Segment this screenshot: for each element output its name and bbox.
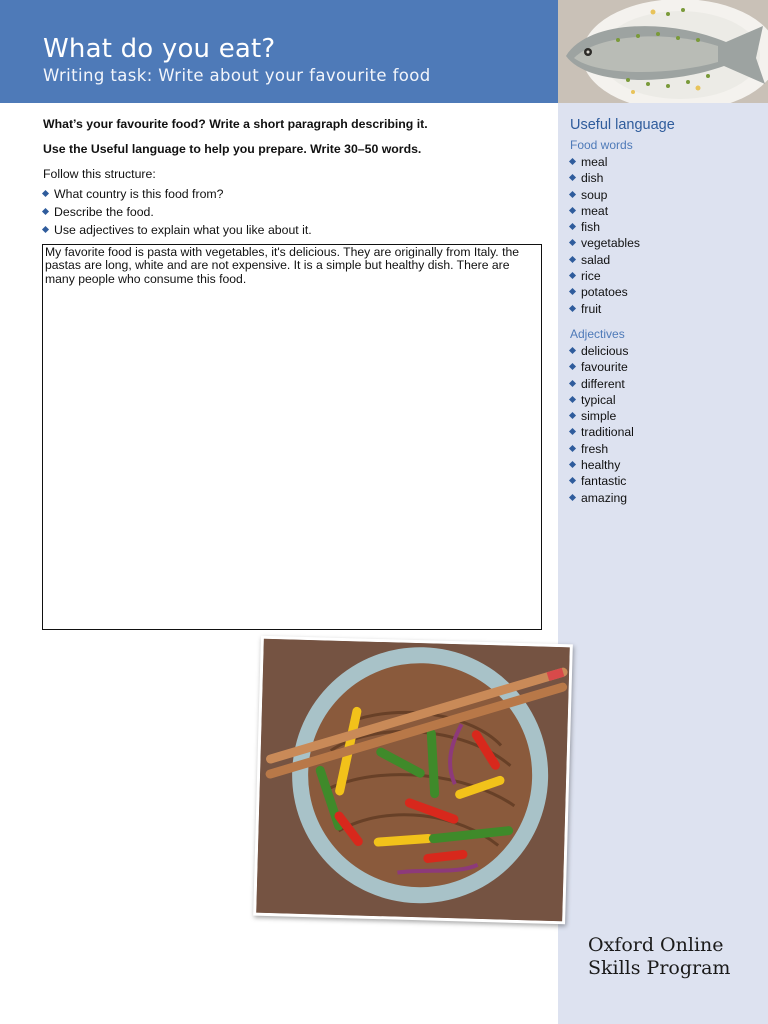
word-label: healthy — [581, 458, 621, 473]
word-label: fantastic — [581, 474, 627, 489]
diamond-bullet-icon — [569, 363, 576, 370]
diamond-bullet-icon — [569, 380, 576, 387]
diamond-bullet-icon — [569, 239, 576, 246]
word-label: amazing — [581, 490, 628, 505]
diamond-bullet-icon — [569, 305, 576, 312]
structure-intro: Follow this structure: — [43, 167, 156, 181]
useful-language-panel — [558, 103, 768, 1024]
diamond-bullet-icon — [569, 207, 576, 214]
oxford-brand-logo — [588, 934, 730, 980]
diamond-bullet-icon — [569, 412, 576, 419]
diamond-bullet-icon — [569, 191, 576, 198]
word-label: meat — [581, 203, 609, 218]
list-item — [570, 392, 634, 408]
instruction-word-count: Use the Useful language to help you prepare. Write 30–50 words. — [43, 142, 422, 156]
list-item — [570, 203, 640, 219]
diamond-bullet-icon — [42, 190, 49, 197]
page-title: What do you eat? — [43, 34, 276, 64]
structure-step — [43, 203, 543, 221]
task-instructions — [43, 117, 543, 239]
brand-line-1: Oxford Online — [588, 934, 724, 956]
list-item — [570, 170, 640, 186]
food-words-list — [570, 154, 640, 317]
diamond-bullet-icon — [569, 396, 576, 403]
diamond-bullet-icon — [569, 347, 576, 354]
word-label: soup — [581, 187, 608, 202]
word-label: dish — [581, 171, 604, 186]
step-label: Use adjectives to explain what you like about it. — [54, 223, 312, 237]
adjectives-list — [570, 343, 634, 506]
diamond-bullet-icon — [569, 288, 576, 295]
word-label: traditional — [581, 425, 634, 440]
list-item — [570, 457, 634, 473]
list-item — [570, 235, 640, 251]
list-item — [570, 154, 640, 170]
diamond-bullet-icon — [569, 158, 576, 165]
adjectives-group — [570, 327, 634, 506]
word-label: meal — [581, 155, 608, 169]
diamond-bullet-icon — [569, 223, 576, 230]
diamond-bullet-icon — [569, 256, 576, 263]
page-header — [0, 0, 558, 103]
brand-line-2: Skills Program — [588, 957, 731, 979]
structure-step — [43, 185, 543, 203]
list-item — [570, 343, 634, 359]
list-item — [570, 376, 634, 392]
fish-photo — [558, 0, 768, 103]
instruction-favourite-food: What’s your favourite food? Write a short paragraph describing it. — [43, 117, 428, 131]
diamond-bullet-icon — [569, 445, 576, 452]
diamond-bullet-icon — [569, 272, 576, 279]
word-label: fruit — [581, 301, 602, 316]
diamond-bullet-icon — [42, 226, 49, 233]
useful-language-title: Useful language — [570, 117, 675, 133]
word-label: simple — [581, 409, 617, 424]
structure-steps — [43, 185, 543, 239]
word-label: fish — [581, 220, 600, 235]
diamond-bullet-icon — [569, 428, 576, 435]
list-item — [570, 473, 634, 489]
step-label: Describe the food. — [54, 205, 154, 219]
word-label: potatoes — [581, 285, 628, 300]
list-item — [570, 441, 634, 457]
list-item — [570, 187, 640, 203]
word-label: typical — [581, 392, 616, 407]
list-item — [570, 219, 640, 235]
word-label: fresh — [581, 441, 609, 456]
list-item — [570, 252, 640, 268]
list-item — [570, 359, 634, 375]
word-label: different — [581, 376, 625, 391]
list-item — [570, 490, 634, 506]
diamond-bullet-icon — [569, 494, 576, 501]
diamond-bullet-icon — [569, 477, 576, 484]
step-label: What country is this food from? — [54, 187, 224, 201]
list-item — [570, 268, 640, 284]
word-label: salad — [581, 252, 611, 267]
food-words-group — [570, 138, 640, 317]
food-words-heading: Food words — [570, 138, 633, 152]
answer-text-field[interactable]: My favorite food is pasta with vegetables, it's delicious. They are originally from Italy. the pastas are long, white and are not expensive. It is a simple but healthy dish. There are many people who consume this food. — [42, 244, 542, 630]
noodle-bowl-photo — [253, 636, 573, 925]
list-item — [570, 424, 634, 440]
list-item — [570, 301, 640, 317]
diamond-bullet-icon — [569, 174, 576, 181]
word-label: favourite — [581, 360, 628, 375]
word-label: rice — [581, 269, 601, 284]
list-item — [570, 408, 634, 424]
list-item — [570, 284, 640, 300]
word-label: delicious — [581, 344, 629, 358]
diamond-bullet-icon — [569, 461, 576, 468]
diamond-bullet-icon — [42, 208, 49, 215]
structure-step — [43, 221, 543, 239]
adjectives-heading: Adjectives — [570, 327, 625, 341]
word-label: vegetables — [581, 236, 640, 251]
page-subtitle: Writing task: Write about your favourite food — [43, 66, 431, 85]
